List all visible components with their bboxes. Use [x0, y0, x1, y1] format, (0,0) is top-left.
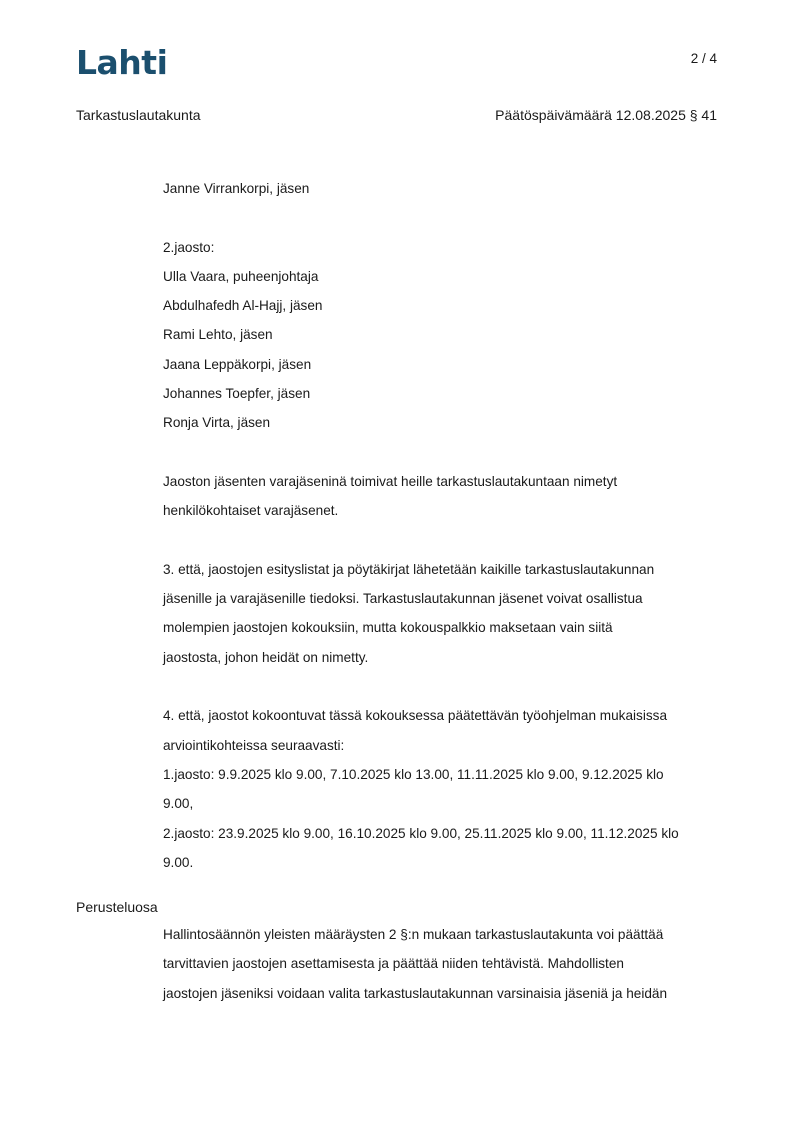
schedule-line: 9.00,: [163, 796, 194, 812]
paragraph-line: 3. että, jaostojen esityslistat ja pöytäkirjat lähetetään kaikille tarkastuslautakunnan: [163, 561, 655, 577]
rationale-text: [163, 920, 718, 1008]
organization-name: Tarkastuslautakunta: [76, 107, 201, 123]
page-number: 2 / 4: [690, 51, 717, 66]
paragraph-line: jäsenille ja varajäsenille tiedoksi. Tarkastuslautakunnan jäsenet voivat osallistua: [163, 591, 643, 607]
decision-date-section: Päätöspäivämäärä 12.08.2025 § 41: [495, 107, 717, 123]
member-line: Rami Lehto, jäsen: [163, 327, 273, 343]
schedule-line: 9.00.: [163, 854, 194, 870]
schedule-line: 1.jaosto: 9.9.2025 klo 9.00, 7.10.2025 klo 13.00, 11.11.2025 klo 9.00, 9.12.2025 klo: [163, 766, 664, 782]
lahti-logo: Lahti: [76, 43, 168, 82]
paragraph-line: Hallintosäännön yleisten määräysten 2 §:n mukaan tarkastuslautakunta voi päättää: [163, 927, 664, 942]
paragraph-line: jaostojen jäseniksi voidaan valita tarkastuslautakunnan varsinaisia jäseniä ja heidän: [163, 985, 668, 1001]
decision-text: [163, 174, 718, 877]
member-line: Abdulhafedh Al-Hajj, jäsen: [163, 298, 323, 314]
paragraph-line: Jaoston jäsenten varajäseninä toimivat heille tarkastuslautakuntaan nimetyt: [163, 473, 618, 489]
paragraph-line: henkilökohtaiset varajäsenet.: [163, 503, 339, 519]
member-line: Ulla Vaara, puheenjohtaja: [163, 268, 319, 284]
schedule-line: 2.jaosto: 23.9.2025 klo 9.00, 16.10.2025 klo 9.00, 25.11.2025 klo 9.00, 11.12.2025 klo: [163, 825, 679, 841]
division-heading: 2.jaosto:: [163, 239, 215, 255]
rationale-heading: Perusteluosa: [76, 899, 158, 915]
paragraph-line: molempien jaostojen kokouksiin, mutta kokouspalkkio maksetaan vain siitä: [163, 620, 613, 636]
paragraph-line: jaostosta, johon heidät on nimetty.: [163, 649, 369, 665]
paragraph-line: arviointikohteissa seuraavasti:: [163, 737, 345, 753]
member-line: Johannes Toepfer, jäsen: [163, 386, 311, 402]
paragraph-line: 4. että, jaostot kokoontuvat tässä kokouksessa päätettävän työohjelman mukaisissa: [163, 708, 668, 724]
paragraph-line: tarvittavien jaostojen asettamisesta ja päättää niiden tehtävistä. Mahdollisten: [163, 956, 624, 972]
member-line: Ronja Virta, jäsen: [163, 415, 271, 431]
member-line: Janne Virrankorpi, jäsen: [163, 181, 310, 196]
member-line: Jaana Leppäkorpi, jäsen: [163, 356, 312, 372]
